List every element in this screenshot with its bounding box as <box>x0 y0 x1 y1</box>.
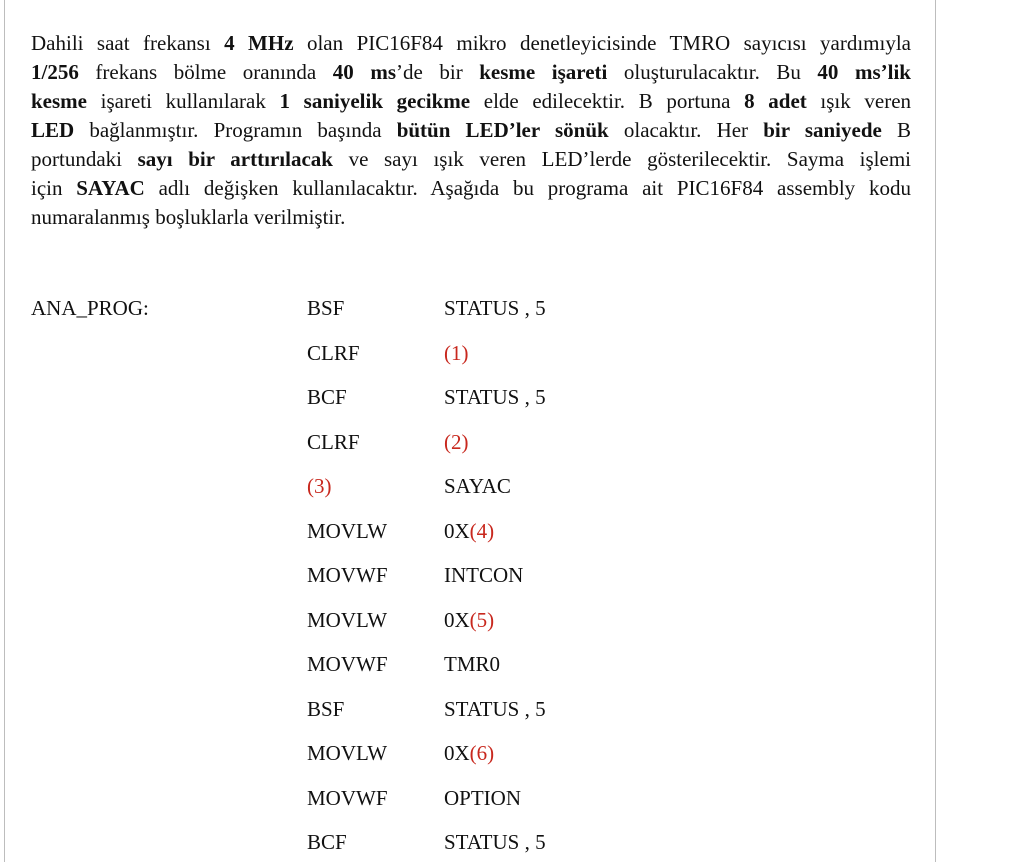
opcode-text: BSF <box>307 296 345 320</box>
code-operand <box>444 651 500 677</box>
operand-text: 0X <box>444 519 470 543</box>
code-opcode <box>307 829 347 855</box>
operand-text: 0X <box>444 608 470 632</box>
code-opcode <box>307 473 332 499</box>
code-operand <box>444 785 521 811</box>
operand-text: STATUS , 5 <box>444 830 546 854</box>
paragraph-bold-text: SAYAC <box>76 176 145 200</box>
page-right-border <box>935 0 936 862</box>
operand-text: STATUS , 5 <box>444 385 546 409</box>
code-opcode <box>307 785 388 811</box>
paragraph-text: elde edilecektir. B portuna <box>470 89 745 113</box>
paragraph-text: frekans bölme oranında <box>78 60 333 84</box>
paragraph-bold-text: 40 ms <box>332 60 397 84</box>
code-operand <box>444 473 511 499</box>
paragraph-text: oluşturulacaktır. Bu <box>607 60 818 84</box>
opcode-text: MOVLW <box>307 519 388 543</box>
opcode-text: MOVWF <box>307 563 388 587</box>
code-label-ana-prog: ANA_PROG: <box>31 296 149 320</box>
paragraph-text: ışık veren <box>806 89 912 113</box>
paragraph-bold-text: 40 ms’lik <box>817 60 911 84</box>
code-operand <box>444 295 546 321</box>
operand-text: 0X <box>444 741 470 765</box>
code-opcode <box>307 295 344 321</box>
operand-text: OPTION <box>444 786 521 810</box>
opcode-blank-marker: (3) <box>307 474 332 498</box>
paragraph-text: B <box>881 118 911 142</box>
code-operand <box>444 696 546 722</box>
opcode-text: BSF <box>307 697 345 721</box>
code-opcode <box>307 562 388 588</box>
code-operand <box>444 429 469 455</box>
opcode-text: CLRF <box>307 430 360 454</box>
code-opcode <box>307 740 387 766</box>
paragraph-bold-text: sayı bir arttırılacak <box>137 147 333 171</box>
paragraph-text: ’de bir <box>396 60 480 84</box>
operand-blank-marker: (2) <box>444 430 469 454</box>
paragraph-text: ve sayı ışık veren LED’lerde gösterilecektir. Sayma işlemi <box>332 147 912 171</box>
paragraph-bold-text: bütün LED’ler sönük <box>396 118 609 142</box>
opcode-text: BCF <box>307 830 347 854</box>
code-opcode <box>307 696 344 722</box>
code-opcode <box>307 651 388 677</box>
opcode-text: MOVLW <box>307 608 388 632</box>
opcode-text: CLRF <box>307 341 360 365</box>
code-operand <box>444 829 546 855</box>
paragraph-bold-text: 1/256 <box>31 60 79 84</box>
paragraph-text: olan PIC16F84 mikro denetleyicisinde TMRO sayıcısı yardımıyla <box>293 31 911 55</box>
paragraph-text: işareti kullanılarak <box>87 89 280 113</box>
paragraph-text: adlı değişken kullanılacaktır. Aşağıda bu programa ait PIC16F84 assembly kodu <box>144 176 911 200</box>
paragraph-bold-text: LED <box>31 118 75 142</box>
code-opcode <box>307 384 347 410</box>
paragraph-text: portundaki <box>31 147 138 171</box>
operand-blank-marker: (1) <box>444 341 469 365</box>
code-operand <box>444 562 523 588</box>
paragraph-bold-text: bir saniyede <box>763 118 882 142</box>
code-operand <box>444 740 494 766</box>
opcode-text: MOVLW <box>307 741 388 765</box>
paragraph-bold-text: 1 saniyelik gecikme <box>279 89 471 113</box>
operand-blank-marker: (6) <box>469 741 495 765</box>
opcode-text: BCF <box>307 385 347 409</box>
opcode-text: MOVWF <box>307 786 388 810</box>
code-opcode <box>307 518 387 544</box>
paragraph-text: bağlanmıştır. Programın başında <box>74 118 397 142</box>
code-opcode <box>307 340 360 366</box>
paragraph-bold-text: kesme işareti <box>479 60 608 84</box>
code-operand <box>444 518 494 544</box>
paragraph-text: numaralanmış boşluklarla verilmiştir. <box>31 205 346 229</box>
paragraph-bold-text: kesme <box>31 89 87 113</box>
operand-blank-marker: (5) <box>469 608 495 632</box>
operand-text: INTCON <box>444 563 524 587</box>
paragraph-text: Dahili saat frekansı <box>31 31 225 55</box>
code-opcode <box>307 429 360 455</box>
operand-text: SAYAC <box>444 474 511 498</box>
operand-text: TMR0 <box>444 652 501 676</box>
paragraph-bold-text: 4 MHz <box>224 31 294 55</box>
code-operand <box>444 607 494 633</box>
paragraph-bold-text: 8 adet <box>744 89 807 113</box>
code-opcode <box>307 607 387 633</box>
code-operand <box>444 384 546 410</box>
paragraph-text: olacaktır. Her <box>608 118 764 142</box>
opcode-text: MOVWF <box>307 652 388 676</box>
code-operand <box>444 340 469 366</box>
paragraph-text: için <box>31 176 77 200</box>
operand-text: STATUS , 5 <box>444 296 546 320</box>
operand-text: STATUS , 5 <box>444 697 546 721</box>
operand-blank-marker: (4) <box>469 519 495 543</box>
